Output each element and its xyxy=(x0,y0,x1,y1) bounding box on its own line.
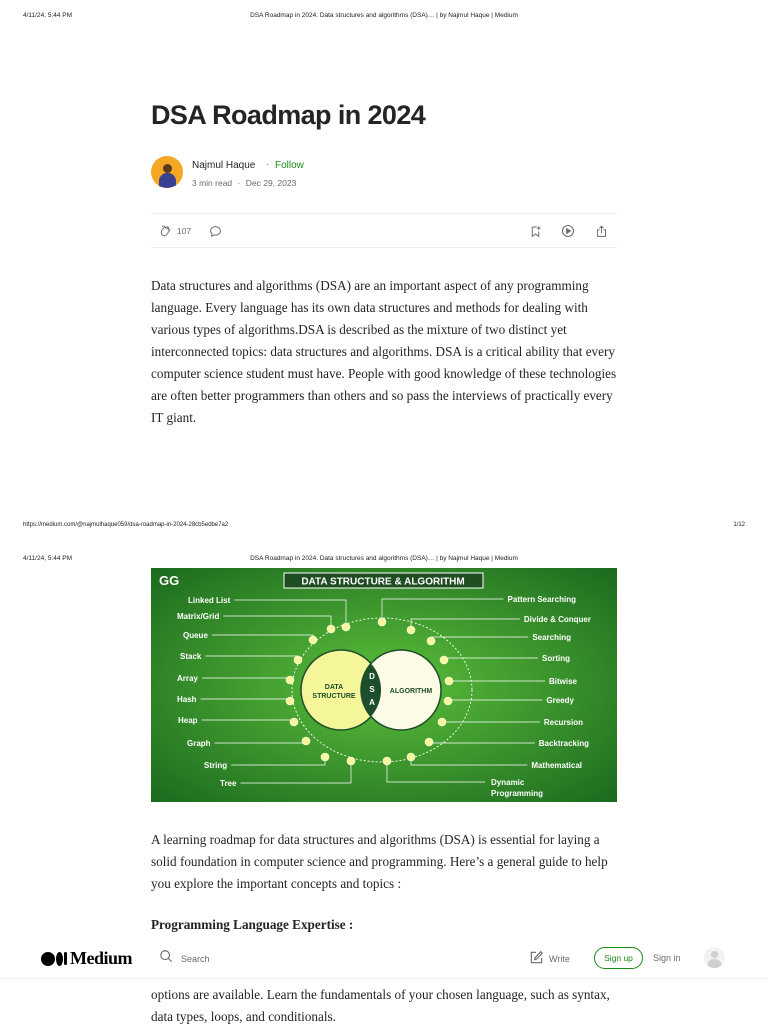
clap-count: 107 xyxy=(177,226,192,236)
print-title: DSA Roadmap in 2024. Data structures and algorithms (DSA)… | by Najmul Haque | Medium xyxy=(250,555,518,562)
ds-item-dot xyxy=(347,757,355,765)
algo-item-label: Programming xyxy=(491,789,544,798)
action-bar xyxy=(151,213,617,248)
ds-item-dot xyxy=(286,697,294,705)
article-meta xyxy=(192,178,299,188)
write-button[interactable] xyxy=(529,950,570,967)
algo-item-label: Mathematical xyxy=(531,761,582,770)
ds-item-dot xyxy=(321,753,329,761)
article-paragraph: A learning roadmap for data structures and algorithms (DSA) is essential for laying a solid foundation in computer science and programming. Here’s a general guide to help you explore the important concepts and topics : xyxy=(151,832,608,891)
ds-item-dot xyxy=(286,676,294,684)
algo-item-dot xyxy=(407,753,415,761)
gfg-logo: GG xyxy=(159,573,180,588)
ds-item-label: Heap xyxy=(178,716,198,725)
ds-item-label: Matrix/Grid xyxy=(177,612,220,621)
ds-item-dot xyxy=(294,656,302,664)
algo-item-dot xyxy=(445,677,453,685)
ds-item-label: Linked List xyxy=(188,596,231,605)
write-label: Write xyxy=(549,953,570,964)
user-avatar-icon[interactable] xyxy=(704,947,725,968)
algo-item-dot xyxy=(444,697,452,705)
search-icon[interactable] xyxy=(159,949,173,968)
ds-item-label: Hash xyxy=(177,695,197,704)
author-name[interactable]: Najmul Haque xyxy=(192,160,256,171)
ds-item-dot xyxy=(327,625,335,633)
medium-logo[interactable] xyxy=(41,948,132,969)
section-heading: Programming Language Expertise : xyxy=(151,917,354,932)
article-paragraph: Data structures and algorithms (DSA) are an important aspect of any programming language. Every language has its own data structures and methods for dealing with various types of algorithms.DSA is described as the mixture of two distinct yet interconnected topics: data structures and algorithms. DSA is a critical ability that every computer science student must have. People with good knowledge of these technologies are often better programmers than others and so pass the interviews of practically every IT giant. xyxy=(151,278,617,425)
ds-item-label: Graph xyxy=(187,739,211,748)
algo-item-dot xyxy=(427,637,435,645)
ds-item-dot xyxy=(290,718,298,726)
ds-item-label: Stack xyxy=(180,652,202,661)
figure-banner-text: DATA STRUCTURE & ALGORITHM xyxy=(301,576,465,588)
write-icon xyxy=(529,950,544,967)
follow-button[interactable]: Follow xyxy=(275,160,304,171)
comment-icon[interactable] xyxy=(207,223,223,239)
ds-item-dot xyxy=(342,623,350,631)
sign-up-button[interactable]: Sign up xyxy=(594,947,643,969)
search-box xyxy=(159,949,301,968)
algo-item-label: Searching xyxy=(532,633,571,642)
ds-item-dot xyxy=(302,737,310,745)
algo-item-label: Pattern Searching xyxy=(507,595,576,604)
article-paragraph-partial: options are available. Learn the fundamentals of your chosen language, such as syntax, data types, loops, and conditionals. xyxy=(151,987,610,1024)
algo-item-dot xyxy=(383,757,391,765)
dsa-letter-d: D xyxy=(369,672,375,681)
ds-item-label: Tree xyxy=(220,779,237,788)
algo-item-dot xyxy=(425,738,433,746)
dsa-letter-a: A xyxy=(369,698,375,707)
algo-item-label: Bitwise xyxy=(548,677,577,686)
print-datetime: 4/11/24, 5:44 PM xyxy=(23,12,73,19)
algo-item-label: Sorting xyxy=(542,654,570,663)
meta-separator: · xyxy=(237,178,241,188)
clap-icon[interactable] xyxy=(157,223,173,239)
medium-nav-bar xyxy=(0,937,768,979)
separator-dot: · xyxy=(266,159,270,170)
author-row xyxy=(151,156,621,190)
dsa-roadmap-figure xyxy=(151,568,617,802)
share-icon[interactable] xyxy=(593,223,609,239)
data-structure-label-line1: DATA xyxy=(324,684,344,691)
print-url: https://medium.com/@najmulhaque059/dsa-roadmap-in-2024-28cb5edbe7a2 xyxy=(23,522,229,528)
algo-item-label: Divide & Conquer xyxy=(523,615,591,624)
article-title: DSA Roadmap in 2024 xyxy=(151,100,426,130)
algo-item-dot xyxy=(378,618,386,626)
algo-item-dot xyxy=(440,656,448,664)
ds-item-label: Queue xyxy=(183,631,208,640)
search-input[interactable] xyxy=(181,954,301,964)
algo-item-dot xyxy=(407,626,415,634)
data-structure-label-line2: STRUCTURE xyxy=(312,693,356,700)
medium-logo-text: Medium xyxy=(70,948,132,968)
algorithm-label: ALGORITHM xyxy=(389,688,433,695)
print-datetime: 4/11/24, 5:44 PM xyxy=(23,555,73,562)
ds-item-label: Array xyxy=(177,674,198,683)
algo-item-label: Backtracking xyxy=(538,739,589,748)
algo-item-label: Dynamic xyxy=(491,778,525,787)
print-page-number: 1/12 xyxy=(733,522,745,528)
author-avatar[interactable] xyxy=(151,156,183,188)
sign-in-link[interactable]: Sign in xyxy=(653,953,681,963)
print-header xyxy=(0,12,768,26)
algo-item-label: Recursion xyxy=(543,718,583,727)
listen-play-icon[interactable] xyxy=(560,223,576,239)
publish-date: Dec 29, 2023 xyxy=(245,178,297,188)
algo-item-label: Greedy xyxy=(546,696,574,705)
read-time: 3 min read xyxy=(192,178,233,188)
ds-item-label: String xyxy=(204,761,228,770)
dsa-letter-s: S xyxy=(369,685,375,694)
ds-item-dot xyxy=(309,636,317,644)
algo-item-dot xyxy=(438,718,446,726)
bookmark-add-icon[interactable] xyxy=(527,223,543,239)
print-header xyxy=(0,555,768,569)
print-title: DSA Roadmap in 2024. Data structures and algorithms (DSA)… | by Najmul Haque | Medium xyxy=(250,12,518,19)
